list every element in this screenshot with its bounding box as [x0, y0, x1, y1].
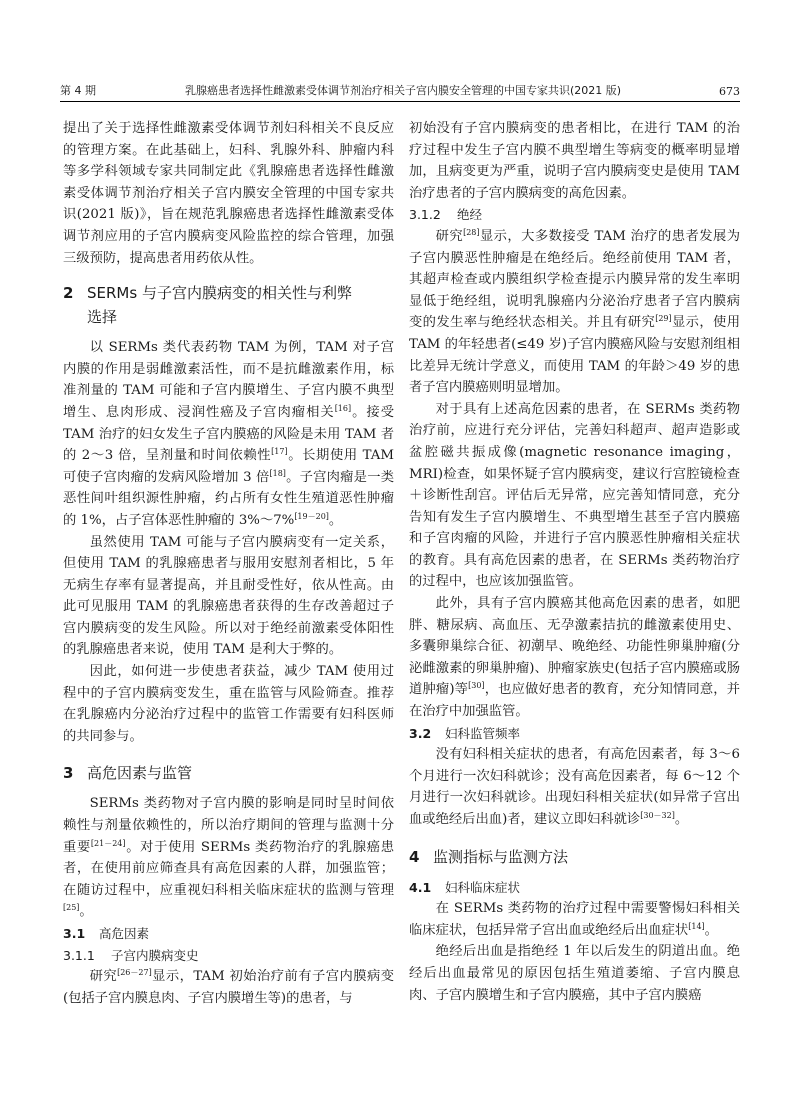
text-run: 。 [704, 922, 718, 938]
text-run: 。接受 TAM 治疗的妇女发生子宫内膜癌的风险是未用 TAM 者的 2～3 倍，呈剂量和时间依赖性 [63, 404, 395, 464]
left-column [63, 118, 394, 1009]
subsection-heading-3-1-2 [409, 204, 740, 226]
text-run: 没有妇科相关症状的患者，有高危因素者，每 3～6 个月进行一次妇科就诊；没有高危因素者，每 6～12 个月进行一次妇科就诊。出现妇科相关症状(如异常子宫出血或绝经后出血)者，建议立即妇科就诊 [409, 747, 740, 827]
text-run: SERMs 类药物对子宫内膜的影响是同时呈时间依赖性与剂量依赖性的，所以治疗期间的管理与监测十分重要 [63, 796, 394, 855]
subsection-heading-3-2 [409, 723, 740, 745]
paragraph: 对于具有上述高危因素的患者，在 SERMs 类药物治疗前，应进行充分评估，完善妇科超声、超声造影或盆腔磁共振成像(magnetic resonance imaging，MRI)检查，如果怀疑子宫内膜病变，建议行宫腔镜检查＋诊断性刮宫。评估后无异常，应完善知情同意，充分告知有发生子宫内膜增生、不典型增生甚至子宫内膜癌和子宫肉瘤的风险，并进行子宫内膜恶性肿瘤相关症状的教育。具有高危因素的患者，在 SERMs 类药物治疗的过程中，也应该加强监管。 [409, 401, 740, 590]
text-run: 。 [674, 812, 689, 827]
right-column [409, 118, 740, 1006]
subsection-heading-4-1 [409, 877, 740, 899]
text-run: 。 [328, 512, 343, 528]
citation: [16] [334, 403, 352, 413]
paragraph [63, 966, 394, 1009]
text-run: 此外，具有子宫内膜癌其他高危因素的患者，如肥胖、糖尿病、高血压、无孕激素拮抗的雌激素使用史、多囊卵巢综合征、初潮早、晚绝经、功能性卵巢肿瘤(分泌雌激素的卵巢肿瘤)、肿瘤家族史(包括子宫内膜癌或肠道肿瘤)等 [409, 596, 740, 698]
subsection-number: 3.2 [409, 725, 432, 741]
section-heading-2 [63, 281, 394, 329]
citation: [21－24] [90, 838, 126, 848]
paragraph [409, 226, 740, 399]
section-title: SERMs 与子宫内膜病变的相关性与利弊 [87, 284, 352, 303]
subsection-number: 4.1 [409, 879, 432, 895]
paragraph: 提出了关于选择性雌激素受体调节剂妇科相关不良反应的管理方案。在此基础上，妇科、乳腺外科、肿瘤内科等多学科领域专家共同制定此《乳腺癌患者选择性雌激素受体调节剂治疗相关子宫内膜安全管理的中国专家共识(2021 版)》，旨在规范乳腺癌患者选择性雌激素受体调节剂应用的子宫内膜病变风险监控的综合管理，加强三级预防，提高患者用药依从性。 [63, 121, 394, 266]
citation: [14] [688, 921, 705, 931]
text-run: 在 SERMs 类药物的治疗过程中需要警惕妇科相关临床症状，包括异常子宫出血或绝经后出血症状 [409, 901, 740, 938]
text-run: 研究 [435, 228, 464, 244]
paragraph [409, 744, 740, 830]
citation: [18] [269, 468, 286, 478]
subsection-number: 3.1.1 [63, 947, 95, 963]
text-run: 显示，TAM 初始治疗前有子宫内膜病变(包括子宫内膜息肉、子宫内膜增生等)的患者，与 [63, 969, 394, 1006]
citation: [29] [655, 314, 672, 324]
section-number: 3 [63, 764, 74, 783]
subsection-number: 3.1.2 [409, 207, 441, 223]
section-title: 高危因素与监管 [87, 764, 193, 783]
citation: [25] [63, 903, 80, 913]
section-number: 4 [409, 847, 420, 866]
subsection-title: 妇科监管频率 [445, 725, 521, 741]
paragraph: 初始没有子宫内膜病变的患者相比，在进行 TAM 的治疗过程中发生子宫内膜不典型增生等病变的概率明显增加，且病变更为严重，说明子宫内膜病变史是使用 TAM 治疗患者的子宫内膜病变的高危因素。 [409, 121, 740, 201]
page-number: 673 [719, 85, 740, 98]
paragraph: 绝经后出血是指绝经 1 年以后发生的阴道出血。绝经后出血最常见的原因包括生殖道萎缩、子宫内膜息肉、子宫内膜增生和子宫内膜癌，其中子宫内膜癌 [409, 944, 740, 1003]
section-heading-3 [63, 761, 394, 785]
section-heading-4 [409, 845, 740, 869]
text-run: 以 SERMs 类代表药物 TAM 为例，TAM 对子宫内膜的作用是弱雌激素活性，而不是抗雌激素作用，标准剂量的 TAM 可能和子宫内膜增生、子宫内膜不典型增生、息肉形成、浸润性癌及子宫肉瘤相关 [63, 340, 394, 420]
section-title: 监测指标与监测方法 [433, 847, 569, 866]
running-header [60, 80, 740, 102]
subsection-heading-3-1-1 [63, 945, 394, 967]
text-run: 研究 [89, 969, 118, 985]
citation: [26－27] [117, 968, 152, 978]
running-title: 乳腺癌患者选择性雌激素受体调节剂治疗相关子宫内膜安全管理的中国专家共识(2021 版) [185, 84, 622, 97]
text-run: 显示，大多数接受 TAM 治疗的患者发展为子宫内膜恶性肿瘤是在绝经后。绝经前使用 TAM 者，其超声检查或内膜组织学检查提示内膜异常的发生率明显低于绝经组，说明乳腺癌内分泌治疗患者子宫内膜病变的发生率与绝经状态相关。并且有研究 [409, 228, 741, 331]
subsection-title: 子宫内膜病变史 [111, 947, 199, 963]
text-run: 。 [79, 904, 93, 920]
paragraph [63, 793, 394, 923]
subsection-title: 妇科临床症状 [445, 879, 521, 895]
paragraph: 虽然使用 TAM 可能与子宫内膜病变有一定关系，但使用 TAM 的乳腺癌患者与服用安慰剂者相比，5 年无病生存率有显著提高，并且耐受性好，依从性高。由此可见服用 TAM 的乳腺癌患者获得的生存改善超过子宫内膜病变的发生风险。所以对于绝经前激素受体阳性的乳腺癌患者来说，使用 TAM 是利大于弊的。 [63, 534, 394, 658]
citation: [30] [468, 681, 485, 691]
text-run: ，也应做好患者的教育，充分知情同意，并在治疗中加强监管。 [409, 682, 741, 720]
subsection-heading-3-1 [63, 923, 394, 945]
citation: [28] [463, 227, 480, 237]
text-run: 。长期使用 TAM 可使子宫肉瘤的发病风险增加 3 倍 [63, 448, 394, 485]
text-run: 。对于使用 SERMs 类药物治疗的乳腺癌患者，在使用前应筛查具有高危因素的人群，加强监管；在随访过程中，应重视妇科相关临床症状的监测与管理 [63, 839, 394, 898]
text-run: 显示，使用 TAM 的年轻患者(≤49 岁)子宫内膜癌风险与安慰剂组相比差异无统计学意义，而使用 TAM 的年龄＞49 岁的患者子宫内膜癌则明显增加。 [409, 315, 741, 396]
section-title-cont: 选择 [87, 308, 118, 327]
paragraph: 因此，如何进一步使患者获益，减少 TAM 使用过程中的子宫内膜病变发生，重在监管与风险筛查。推荐在乳腺癌内分泌治疗过程中的监管工作需要有妇科医师的共同参与。 [63, 664, 394, 744]
subsection-title: 高危因素 [99, 926, 150, 941]
section-number: 2 [63, 284, 74, 303]
citation: [17] [271, 447, 288, 457]
citation: [30－32] [640, 811, 675, 820]
citation: [19－20] [294, 511, 329, 521]
paragraph [409, 898, 740, 941]
subsection-title: 绝经 [457, 207, 483, 223]
paragraph [409, 593, 740, 723]
issue-label: 第 4 期 [60, 84, 96, 97]
text-run: 。子宫肉瘤是一类恶性间叶组织源性肿瘤，约占所有女性生殖道恶性肿瘤的 1%，占子宫体恶性肿瘤的 3%～7% [63, 469, 395, 528]
subsection-number: 3.1 [63, 926, 86, 941]
paragraph [63, 337, 394, 531]
